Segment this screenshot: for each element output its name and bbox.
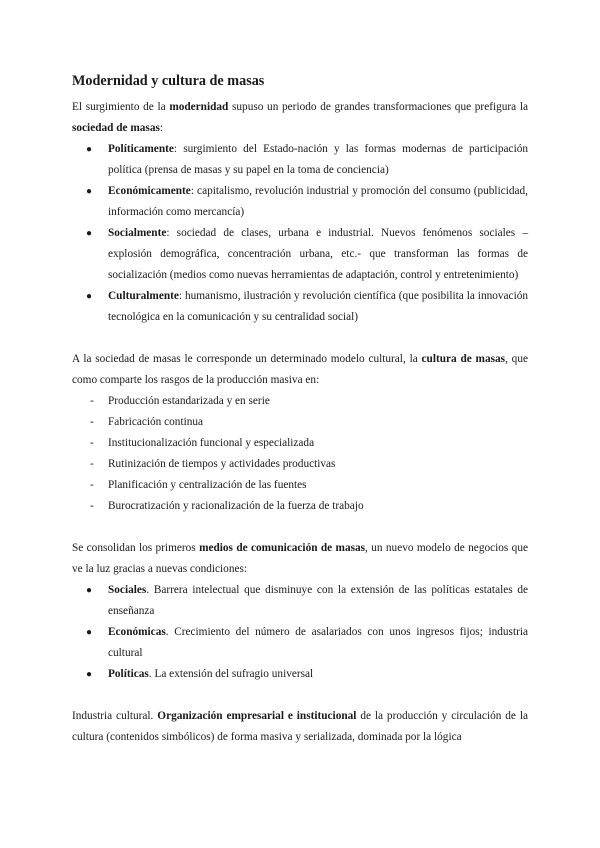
list-item bbox=[72, 454, 528, 475]
dash-icon: - bbox=[90, 437, 94, 449]
intro-paragraph bbox=[72, 97, 528, 139]
list-item-text: : sociedad de clases, urbana e industrial. Nuevos fenómenos sociales –explosión demográfica, concentración urbana, etc.- que transforman las formas de socialización (medios como nuevas herramientas de adaptación, control y entretenimiento) bbox=[108, 227, 528, 281]
bullet-icon: ● bbox=[86, 144, 93, 155]
transformations-list bbox=[72, 139, 528, 328]
dash-icon: - bbox=[90, 500, 94, 512]
list-item-text: Fabricación continua bbox=[108, 416, 204, 428]
list-item bbox=[72, 622, 528, 664]
list-item-text: Burocratización y racionalización de la fuerza de trabajo bbox=[108, 500, 364, 512]
list-item-text: Producción estandarizada y en serie bbox=[108, 395, 270, 407]
intro-text-2: supuso un periodo de grandes transformaciones que prefigura la bbox=[228, 101, 529, 113]
list-item-heading: Económicas bbox=[108, 626, 166, 638]
paragraph-spacer bbox=[72, 517, 528, 538]
industry-text-2: de la producción y circulación de la cultura (contenidos simbólicos) de forma masiva y serializada, dominada por la lógica bbox=[72, 710, 528, 743]
intro-text-3: : bbox=[159, 122, 164, 134]
dash-icon: - bbox=[90, 458, 94, 470]
list-item-text: Rutinización de tiempos y actividades productivas bbox=[108, 458, 336, 470]
media-paragraph bbox=[72, 538, 528, 580]
list-item bbox=[72, 664, 528, 685]
bullet-icon: ● bbox=[86, 669, 93, 680]
list-item-text: : capitalismo, revolución industrial y promoción del consumo (publicidad, información como mercancía) bbox=[108, 185, 528, 218]
list-item-text: : humanismo, ilustración y revolución científica (que posibilita la innovación tecnológica en la comunicación y su centralidad social) bbox=[108, 290, 528, 323]
media-bold: medios de comunicación de masas bbox=[199, 542, 366, 554]
industry-text-1: Industria cultural. bbox=[72, 710, 158, 722]
mass-culture-text-1: A la sociedad de masas le corresponde un determinado modelo cultural, la bbox=[72, 353, 422, 365]
mass-culture-bold: cultura de masas bbox=[421, 353, 506, 365]
list-item-heading: Socialmente bbox=[108, 227, 167, 239]
industry-paragraph bbox=[72, 706, 528, 748]
list-item bbox=[72, 139, 528, 181]
dash-icon: - bbox=[90, 479, 94, 491]
list-item bbox=[72, 223, 528, 286]
media-text-2: , un nuevo modelo de negocios que ve la luz gracias a nuevas condiciones: bbox=[72, 542, 528, 575]
list-item bbox=[72, 181, 528, 223]
bullet-icon: ● bbox=[86, 186, 93, 197]
list-item-text: Institucionalización funcional y especializada bbox=[108, 437, 315, 449]
mass-culture-text-2: , que como comparte los rasgos de la producción masiva en: bbox=[72, 353, 528, 386]
traits-list bbox=[72, 391, 528, 517]
list-item-text: . Crecimiento del número de asalariados con unos ingresos fijos; industria cultural bbox=[108, 626, 528, 659]
list-item-text: . Barrera intelectual que disminuye con la extensión de las políticas estatales de enseñanza bbox=[108, 584, 528, 617]
page-title: Modernidad y cultura de masas bbox=[72, 73, 265, 89]
list-item-text: : surgimiento del Estado-nación y las formas modernas de participación política (prensa de masas y su papel en la toma de conciencia) bbox=[108, 143, 528, 176]
list-item-heading: Culturalmente bbox=[108, 290, 179, 302]
dash-icon: - bbox=[90, 395, 94, 407]
list-item bbox=[72, 286, 528, 328]
list-item-heading: Sociales bbox=[108, 584, 147, 596]
intro-text-1: El surgimiento de la bbox=[72, 101, 170, 113]
intro-bold-sociedad: sociedad de masas bbox=[72, 122, 160, 134]
list-item bbox=[72, 475, 528, 496]
dash-icon: - bbox=[90, 416, 94, 428]
intro-bold-modernidad: modernidad bbox=[169, 101, 229, 113]
bullet-icon: ● bbox=[86, 291, 93, 302]
mass-culture-paragraph bbox=[72, 349, 528, 391]
list-item-text: Planificación y centralización de las fuentes bbox=[108, 479, 307, 491]
media-text-1: Se consolidan los primeros bbox=[72, 542, 200, 554]
list-item-heading: Económicamente bbox=[108, 185, 191, 197]
list-item bbox=[72, 496, 528, 517]
paragraph-spacer bbox=[72, 328, 528, 349]
list-item bbox=[72, 433, 528, 454]
list-item-heading: Políticamente bbox=[108, 143, 174, 155]
bullet-icon: ● bbox=[86, 228, 93, 239]
list-item bbox=[72, 580, 528, 622]
bullet-icon: ● bbox=[86, 585, 93, 596]
list-item bbox=[72, 391, 528, 412]
list-item-heading: Políticas bbox=[108, 668, 149, 680]
industry-bold: Organización empresarial e institucional bbox=[157, 710, 357, 722]
conditions-list bbox=[72, 580, 528, 685]
bullet-icon: ● bbox=[86, 627, 93, 638]
document-body bbox=[72, 70, 528, 748]
paragraph-spacer bbox=[72, 685, 528, 706]
list-item bbox=[72, 412, 528, 433]
list-item-text: . La extensión del sufragio universal bbox=[148, 668, 314, 680]
